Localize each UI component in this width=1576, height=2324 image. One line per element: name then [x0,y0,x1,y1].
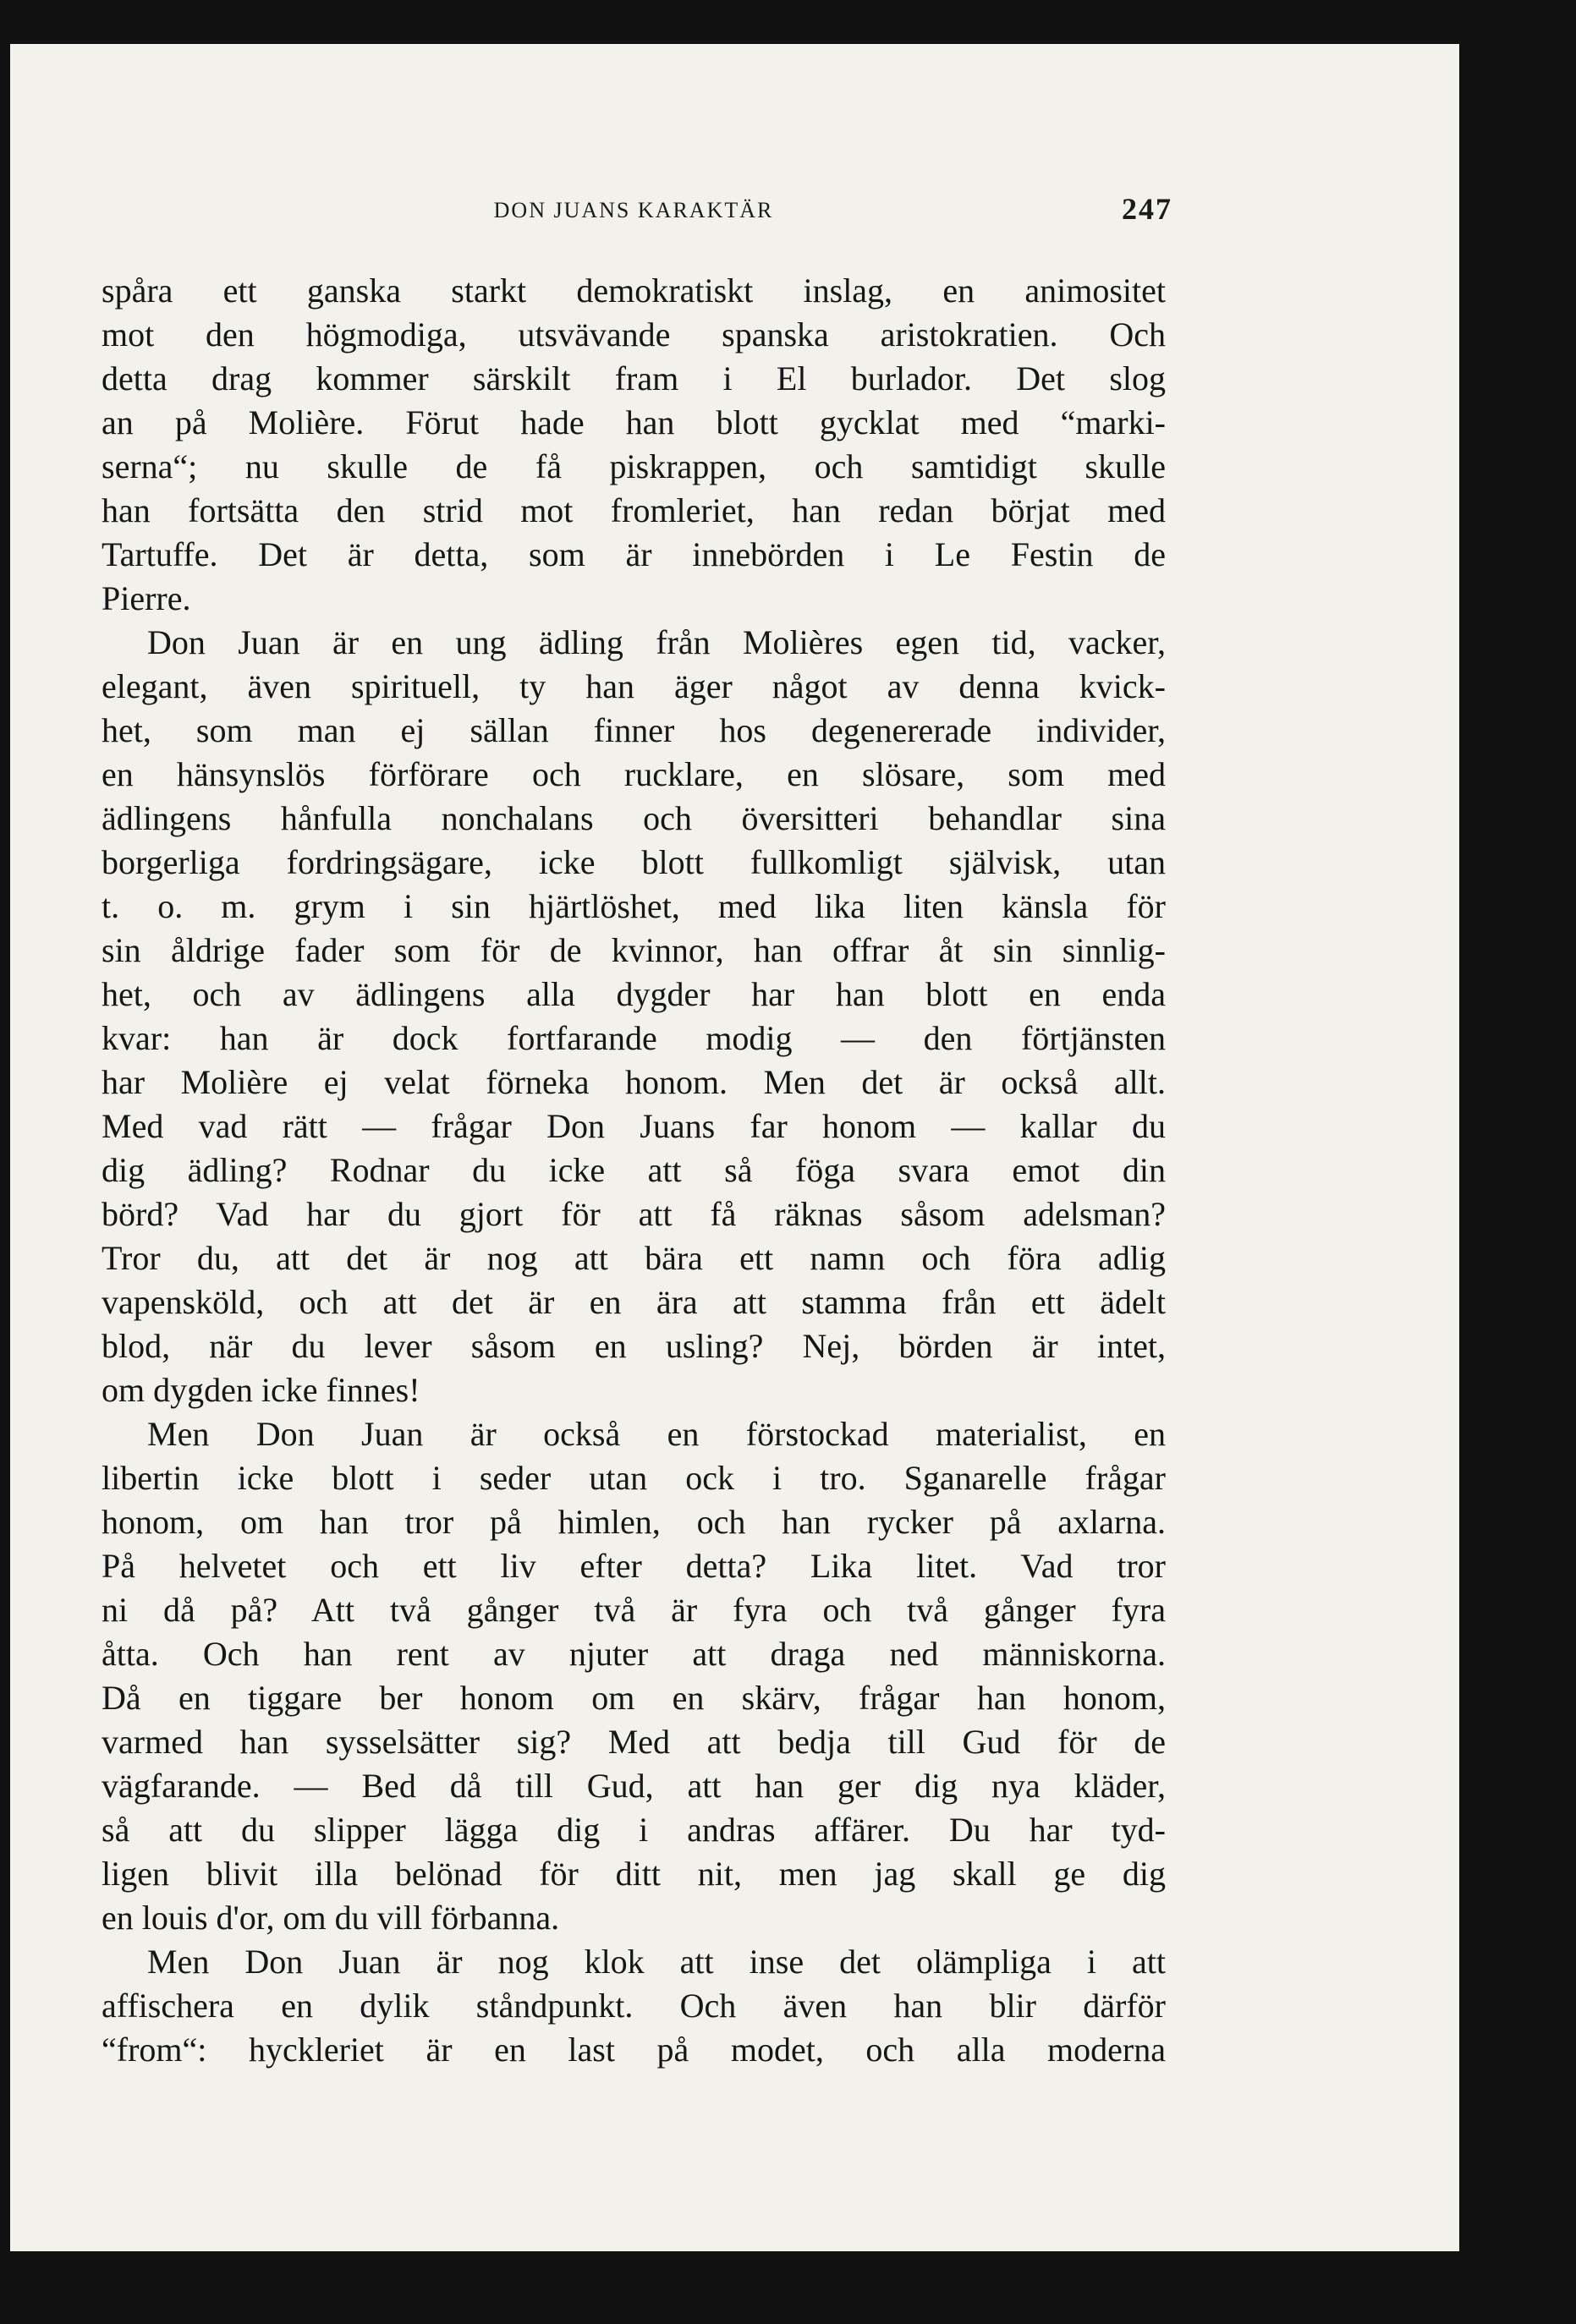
text-line: Med vad rätt — frågar Don Juans far honom — kallar du [102,1107,1166,1145]
running-header [102,154,1172,226]
text-line: om dygden icke finnes! [102,1371,420,1409]
paragraph [102,1940,1166,2072]
text-line: Då en tiggare ber honom om en skärv, frågar han honom, [102,1679,1166,1717]
text-line: t. o. m. grym i sin hjärtlöshet, med lika liten känsla för [102,887,1166,925]
text-line: börd? Vad har du gjort för att få räknas såsom adelsman? [102,1195,1166,1233]
text-line: en hänsynslös förförare och rucklare, en slösare, som med [102,755,1166,793]
paragraph [102,269,1166,621]
text-line: åtta. Och han rent av njuter att draga ned människorna. [102,1635,1166,1673]
text-line: Men Don Juan är också en förstockad materialist, en [147,1415,1166,1453]
page-number: 247 [1122,192,1172,226]
text-line: dig ädling? Rodnar du icke att så föga svara emot din [102,1151,1166,1189]
text-line: Tror du, att det är nog att bära ett namn och föra adlig [102,1239,1166,1277]
text-line: ligen blivit illa belönad för ditt nit, men jag skall ge dig [102,1855,1166,1893]
text-line: affischera en dylik ståndpunkt. Och även han blir därför [102,1987,1166,2025]
text-line: ni då på? Att två gånger två är fyra och två gånger fyra [102,1591,1166,1629]
text-line: kvar: han är dock fortfarande modig — den förtjänsten [102,1019,1166,1057]
book-page [10,44,1459,2251]
text-line: an på Molière. Förut hade han blott gycklat med “marki- [102,403,1166,441]
page-content [102,154,1172,2072]
text-line: Pierre. [102,579,191,617]
text-line: libertin icke blott i seder utan ock i tro. Sganarelle frågar [102,1459,1166,1497]
text-line: blod, när du lever såsom en usling? Nej, börden är intet, [102,1327,1166,1365]
text-line: en louis d'or, om du vill förbanna. [102,1899,560,1937]
text-line: borgerliga fordringsägare, icke blott fullkomligt självisk, utan [102,843,1166,881]
text-line: detta drag kommer särskilt fram i El burlador. Det slog [102,359,1166,397]
text-line: het, som man ej sällan finner hos degenererade individer, [102,711,1166,749]
text-line: han fortsätta den strid mot fromleriet, han redan börjat med [102,491,1166,529]
text-line: ädlingens hånfulla nonchalans och översitteri behandlar sina [102,799,1166,837]
text-line: På helvetet och ett liv efter detta? Lika litet. Vad tror [102,1547,1166,1585]
text-line: Tartuffe. Det är detta, som är innebörden i Le Festin de [102,535,1166,573]
text-line: sin åldrige fader som för de kvinnor, han offrar åt sin sinnlig- [102,931,1166,969]
text-line: varmed han sysselsätter sig? Med att bedja till Gud för de [102,1723,1166,1761]
text-line: serna“; nu skulle de få piskrappen, och samtidigt skulle [102,447,1166,485]
text-line: vägfarande. — Bed då till Gud, att han ger dig nya kläder, [102,1767,1166,1805]
body-text [102,269,1166,2072]
paragraph [102,621,1166,1412]
text-line: så att du slipper lägga dig i andras affärer. Du har tyd- [102,1811,1166,1849]
text-line: spåra ett ganska starkt demokratiskt inslag, en animositet [102,271,1166,310]
text-line: het, och av ädlingens alla dygder har han blott en enda [102,975,1166,1013]
text-line: honom, om han tror på himlen, och han rycker på axlarna. [102,1503,1166,1541]
paragraph [102,1412,1166,1940]
text-line: vapensköld, och att det är en ära att stamma från ett ädelt [102,1283,1166,1321]
text-line: har Molière ej velat förneka honom. Men det är också allt. [102,1063,1166,1101]
text-line: Men Don Juan är nog klok att inse det olämpliga i att [147,1943,1166,1981]
text-line: mot den högmodiga, utsvävande spanska aristokratien. Och [102,315,1166,354]
text-line: Don Juan är en ung ädling från Molières egen tid, vacker, [147,623,1166,661]
running-title: DON JUANS KARAKTÄR [493,198,774,222]
text-line: elegant, även spirituell, ty han äger något av denna kvick- [102,667,1166,705]
text-line: “from“: hyckleriet är en last på modet, och alla moderna [102,2031,1166,2069]
